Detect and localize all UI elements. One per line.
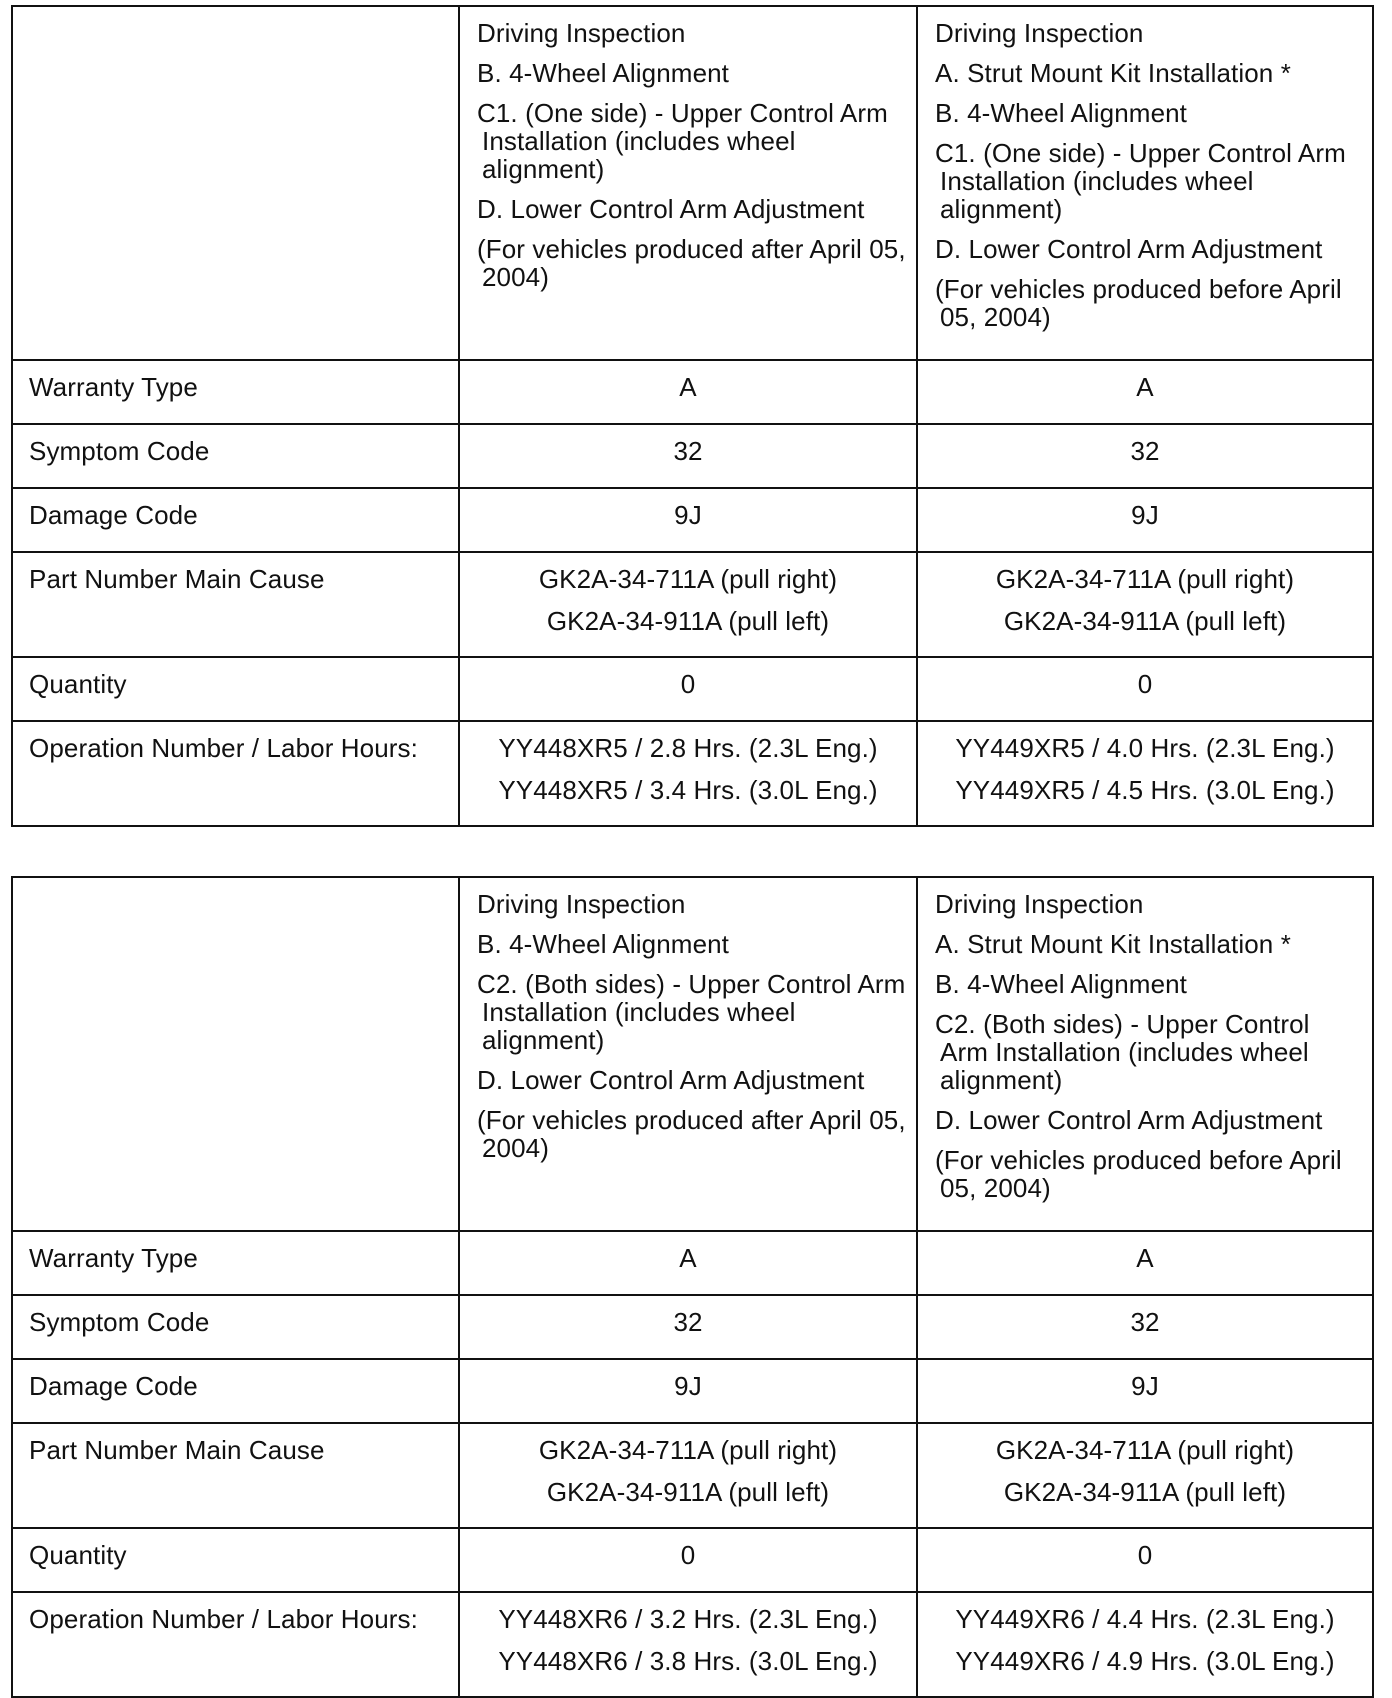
procedure-line: Driving Inspection	[477, 18, 686, 48]
row-value-right	[917, 1359, 1373, 1423]
procedure-line: (For vehicles produced after April 05, 2004)	[477, 1105, 906, 1163]
table-row-operation-labor	[12, 1592, 1373, 1697]
value-line: A	[679, 372, 697, 402]
value-line: 9J	[674, 1371, 702, 1401]
procedure-line: B. 4-Wheel Alignment	[477, 58, 730, 88]
procedure-line: Driving Inspection	[477, 889, 686, 919]
procedure-line: (For vehicles produced after April 05, 2004)	[477, 234, 906, 292]
procedure-line: C2. (Both sides) - Upper Control Arm Installation (includes wheel alignment)	[477, 969, 906, 1055]
procedure-line: D. Lower Control Arm Adjustment	[477, 194, 865, 224]
row-value-mid	[459, 552, 917, 657]
warranty-table-2	[11, 876, 1374, 1698]
procedure-line: B. 4-Wheel Alignment	[935, 98, 1188, 128]
value-line: A	[679, 1243, 697, 1273]
procedure-line: (For vehicles produced before April 05, 2004)	[935, 274, 1342, 332]
row-label: Operation Number / Labor Hours:	[12, 721, 459, 826]
value-line: 32	[673, 1307, 703, 1337]
value-line: YY448XR5 / 2.8 Hrs. (2.3L Eng.)	[498, 733, 878, 763]
value-line: A	[1136, 1243, 1154, 1273]
row-value-mid	[459, 1359, 917, 1423]
procedure-cell-before-april	[917, 6, 1373, 360]
procedure-line: C2. (Both sides) - Upper Control Arm Installation (includes wheel alignment)	[935, 1009, 1310, 1095]
value-line: YY449XR6 / 4.9 Hrs. (3.0L Eng.)	[955, 1646, 1335, 1676]
procedure-line: (For vehicles produced before April 05, 2004)	[935, 1145, 1342, 1203]
row-value-right	[917, 657, 1373, 721]
row-value-right	[917, 424, 1373, 488]
row-value-mid	[459, 657, 917, 721]
table-row-quantity	[12, 657, 1373, 721]
procedure-cell-before-april	[917, 877, 1373, 1231]
warranty-table-1	[11, 5, 1374, 827]
procedure-header-row	[12, 877, 1373, 1231]
value-line: 0	[680, 669, 696, 699]
row-label: Operation Number / Labor Hours:	[12, 1592, 459, 1697]
value-line: GK2A-34-711A (pull right)	[538, 1435, 838, 1465]
procedure-line: Driving Inspection	[935, 889, 1144, 919]
procedure-line: D. Lower Control Arm Adjustment	[935, 1105, 1323, 1135]
value-line: 0	[1137, 1540, 1153, 1570]
procedure-header-row	[12, 6, 1373, 360]
value-line: 0	[1137, 669, 1153, 699]
procedure-line: A. Strut Mount Kit Installation *	[935, 58, 1291, 88]
row-value-mid	[459, 1528, 917, 1592]
row-value-right	[917, 1231, 1373, 1295]
table-row-symptom-code	[12, 1295, 1373, 1359]
value-line: GK2A-34-711A (pull right)	[995, 1435, 1295, 1465]
row-value-right	[917, 488, 1373, 552]
row-value-mid	[459, 1295, 917, 1359]
value-line: 32	[673, 436, 703, 466]
value-line: 32	[1130, 1307, 1160, 1337]
table-row-quantity	[12, 1528, 1373, 1592]
value-line: YY448XR5 / 3.4 Hrs. (3.0L Eng.)	[498, 775, 878, 805]
value-line: GK2A-34-711A (pull right)	[995, 564, 1295, 594]
table-row-warranty-type	[12, 360, 1373, 424]
empty-corner-cell	[12, 877, 459, 1231]
row-value-right	[917, 552, 1373, 657]
value-line: 32	[1130, 436, 1160, 466]
procedure-line: C1. (One side) - Upper Control Arm Installation (includes wheel alignment)	[935, 138, 1346, 224]
value-line: GK2A-34-711A (pull right)	[538, 564, 838, 594]
row-label: Quantity	[12, 1528, 459, 1592]
row-label: Warranty Type	[12, 360, 459, 424]
row-label: Symptom Code	[12, 424, 459, 488]
row-label: Part Number Main Cause	[12, 1423, 459, 1528]
row-value-mid	[459, 488, 917, 552]
table-row-warranty-type	[12, 1231, 1373, 1295]
row-label: Damage Code	[12, 1359, 459, 1423]
row-label: Quantity	[12, 657, 459, 721]
procedure-cell-after-april	[459, 877, 917, 1231]
value-line: 0	[680, 1540, 696, 1570]
procedure-cell-after-april	[459, 6, 917, 360]
table-row-symptom-code	[12, 424, 1373, 488]
value-line: A	[1136, 372, 1154, 402]
empty-corner-cell	[12, 6, 459, 360]
value-line: GK2A-34-911A (pull left)	[1003, 606, 1287, 636]
procedure-line: B. 4-Wheel Alignment	[477, 929, 730, 959]
value-line: YY448XR6 / 3.8 Hrs. (3.0L Eng.)	[498, 1646, 878, 1676]
value-line: YY448XR6 / 3.2 Hrs. (2.3L Eng.)	[498, 1604, 878, 1634]
row-label: Symptom Code	[12, 1295, 459, 1359]
row-value-right	[917, 1423, 1373, 1528]
row-value-mid	[459, 721, 917, 826]
row-value-right	[917, 1592, 1373, 1697]
value-line: 9J	[1131, 1371, 1159, 1401]
value-line: GK2A-34-911A (pull left)	[1003, 1477, 1287, 1507]
row-value-right	[917, 721, 1373, 826]
row-value-mid	[459, 424, 917, 488]
procedure-line: D. Lower Control Arm Adjustment	[477, 1065, 865, 1095]
procedure-line: D. Lower Control Arm Adjustment	[935, 234, 1323, 264]
row-value-right	[917, 1528, 1373, 1592]
row-label: Part Number Main Cause	[12, 552, 459, 657]
table-row-part-number	[12, 552, 1373, 657]
table-row-damage-code	[12, 1359, 1373, 1423]
row-label: Warranty Type	[12, 1231, 459, 1295]
row-value-right	[917, 1295, 1373, 1359]
value-line: YY449XR6 / 4.4 Hrs. (2.3L Eng.)	[955, 1604, 1335, 1634]
value-line: GK2A-34-911A (pull left)	[546, 1477, 830, 1507]
value-line: GK2A-34-911A (pull left)	[546, 606, 830, 636]
row-value-mid	[459, 360, 917, 424]
table-row-damage-code	[12, 488, 1373, 552]
row-value-right	[917, 360, 1373, 424]
procedure-line: Driving Inspection	[935, 18, 1144, 48]
value-line: YY449XR5 / 4.5 Hrs. (3.0L Eng.)	[955, 775, 1335, 805]
procedure-line: B. 4-Wheel Alignment	[935, 969, 1188, 999]
row-label: Damage Code	[12, 488, 459, 552]
table-row-operation-labor	[12, 721, 1373, 826]
value-line: 9J	[674, 500, 702, 530]
procedure-line: A. Strut Mount Kit Installation *	[935, 929, 1291, 959]
row-value-mid	[459, 1423, 917, 1528]
procedure-line: C1. (One side) - Upper Control Arm Installation (includes wheel alignment)	[477, 98, 888, 184]
row-value-mid	[459, 1231, 917, 1295]
table-row-part-number	[12, 1423, 1373, 1528]
value-line: 9J	[1131, 500, 1159, 530]
row-value-mid	[459, 1592, 917, 1697]
value-line: YY449XR5 / 4.0 Hrs. (2.3L Eng.)	[955, 733, 1335, 763]
